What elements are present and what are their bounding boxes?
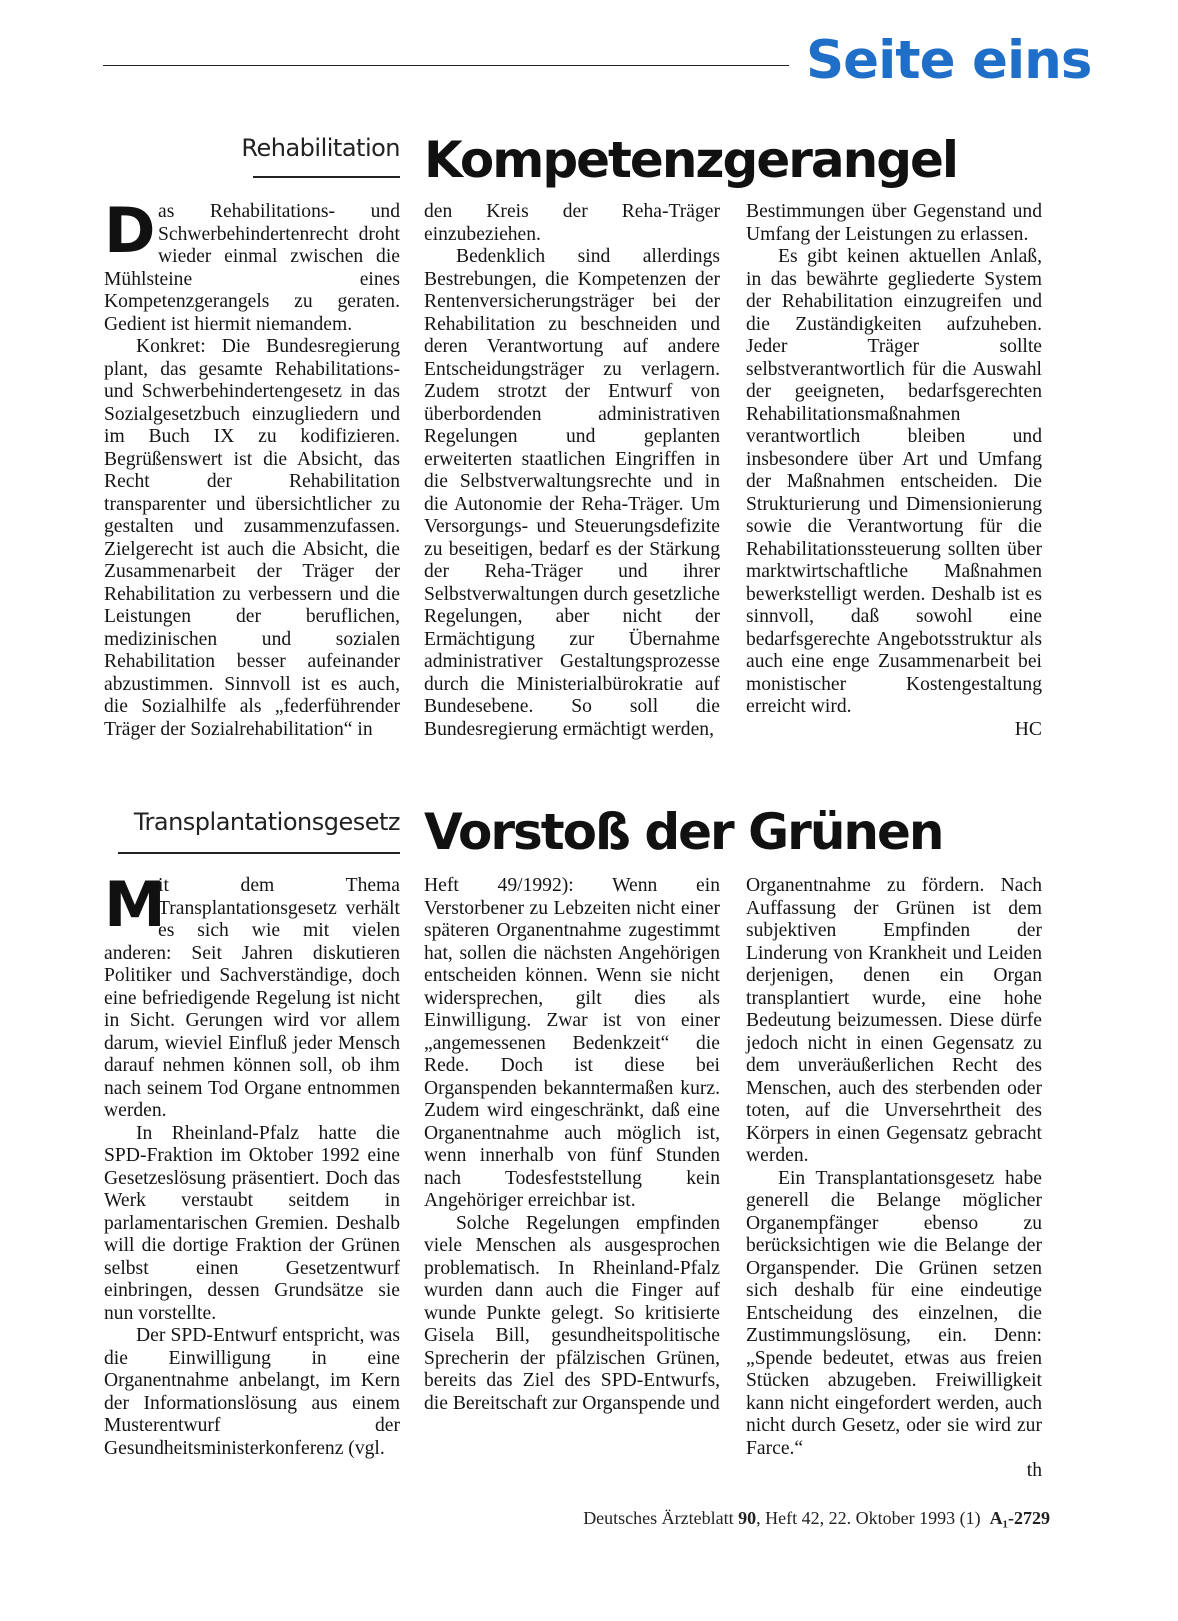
kicker-underline (118, 852, 400, 854)
article-column-2 (424, 875, 720, 1415)
article-headline: Kompetenzgerangel (424, 131, 958, 189)
header-rule (103, 65, 789, 66)
paragraph: Konkret: Die Bundesregierung plant, das gesamte Rehabilitations- und Schwerbehindertengesetz in das Sozialgesetzbuch einzugliedern und im Buch IX zu kodifizieren. Begrüßenswert ist die Absicht, das Recht der Rehabilitation transparenter und übersichtlicher zu gestalten und zusammenzufassen. Zielgerecht ist auch die Absicht, die Zusammenarbeit der Träger der Rehabilitation zu verbessern und die Leistungen der beruflichen, medizinischen und sozialen Rehabilitation besser aufeinander abzustimmen. Sinnvoll ist es auch, die Sozialhilfe als „federführender Träger der Sozialrehabilitation“ in (104, 336, 400, 740)
page-number: A₁-2729 (989, 1508, 1050, 1528)
article-column-1 (104, 194, 400, 741)
issue-date: , Heft 42, 22. Oktober 1993 (1) (756, 1508, 981, 1528)
drop-cap: D (104, 194, 156, 267)
paragraph: Ein Transplantationsgesetz habe generell die Belange möglicher Organempfänger ebenso zu berücksichtigen wie die Belange der Organspender. Die Grünen setzen sich deshalb für eine eindeutige Entscheidung des einzelnen, die Zustimmungslösung, ein. Denn: „Spende bedeutet, etwas aus freien Stücken abzugeben. Freiwilligkeit kann nicht eingefordert werden, auch nicht durch Gesetz, oder sie wird zur Farce.“ (746, 1167, 1042, 1459)
paragraph: Heft 49/1992): Wenn ein Verstorbener zu Lebzeiten nicht einer späteren Organentnahme zugestimmt hat, sollen die nächsten Angehörigen entscheiden können. Wenn sie nicht widersprechen, gilt dies als Einwilligung. Zwar ist von einer „angemessenen Bedenkzeit“ die Rede. Doch ist diese bei Organspenden bekanntermaßen kurz. Zudem wird eingeschränkt, daß eine Organentnahme auch möglich ist, wenn innerhalb von fünf Stunden nach Todesfeststellung kein Angehöriger erreichbar ist. (424, 875, 720, 1211)
author-signature: HC (1014, 718, 1042, 740)
article-column-3 (746, 875, 1042, 1483)
author-signature: th (1026, 1460, 1042, 1481)
article-headline: Vorstoß der Grünen (424, 803, 943, 861)
drop-cap: M (104, 868, 166, 941)
article-kicker: Transplantationsgesetz (133, 808, 400, 836)
article-column-1 (104, 868, 400, 1460)
paragraph: Bedenklich sind allerdings Bestrebungen, die Kompetenzen der Rentenversicherungsträger bei der Rehabilitation zu beschneiden und deren Verantwortung auf andere Entscheidungsträger zu verlagern. Zudem strotzt der Entwurf von überbordenden administrativen Regelungen und geplanten erweiterten staatlichen Eingriffen in die Selbstverwaltungsrechte und in die Autonomie der Reha-Träger. Um Versorgungs- und Steuerungsdefizite zu beseitigen, bedarf es der Stärkung der Reha-Träger und ihrer Selbstverwaltungen durch gesetzliche Regelungen, aber nicht der Ermächtigung zur Übernahme administrativer Gestaltungsprozesse durch die Ministerialbürokratie auf Bundesebene. So soll die Bundesregierung ermächtigt werden, (424, 246, 720, 740)
journal-name: Deutsches Ärzteblatt (583, 1508, 734, 1528)
paragraph: Bestimmungen über Gegenstand und Umfang der Leistungen zu erlassen. (746, 201, 1042, 245)
section-title: Seite eins (806, 30, 1092, 91)
paragraph: In Rheinland-Pfalz hatte die SPD-Fraktion im Oktober 1992 eine Gesetzeslösung präsentiert. Doch das Werk verstaubt seitdem in parlamentarischen Gremien. Deshalb will die dortige Fraktion der Grünen selbst einen Gesetzentwurf einbringen, dessen Grundsätze sie nun vorstellte. (104, 1122, 400, 1324)
page-footer (470, 1508, 1050, 1529)
paragraph: den Kreis der Reha-Träger einzubeziehen. (424, 201, 720, 245)
paragraph: Es gibt keinen aktuellen Anlaß, in das bewährte gegliederte System der Rehabilitation einzugreifen und die Zuständigkeiten aufzuheben. Jeder Träger sollte selbstverantwortlich für die Auswahl der geeigneten, bedarfsgerechten Rehabilitationsmaßnahmen verantwortlich bleiben und insbesondere über Art und Umfang der Maßnahmen entscheiden. Die Strukturierung und Dimensionierung sowie die Verantwortung für die Rehabilitationssteuerung sollten über marktwirtschaftliche Maßnahmen bewerkstelligt werden. Deshalb ist es sinnvoll, daß sowohl eine bedarfsgerechte Angebotsstruktur als auch eine enge Zusammenarbeit bei monistischer Kostengestaltung erreicht wird. (746, 246, 1042, 717)
paragraph: as Rehabilitations- und Schwerbehindertenrecht droht wieder einmal zwischen die Mühlsteine eines Kompetenzgerangels zu geraten. Gedient ist hiermit niemandem. (104, 201, 400, 335)
article-column-2 (424, 201, 720, 741)
volume-number: 90 (738, 1508, 757, 1528)
kicker-underline (253, 176, 400, 178)
paragraph: Organentnahme zu fördern. Nach Auffassung der Grünen ist dem subjektiven Empfinden der Linderung von Krankheit und Leiden derjenigen, denen ein Organ transplantiert wurde, eine hohe Bedeutung beizumessen. Diese dürfe jedoch nicht in einen Gegensatz zu dem unveräußerlichen Recht des Menschen, auch des sterbenden oder toten, auf die Unversehrtheit des Körpers in einen Gegensatz gebracht werden. (746, 875, 1042, 1166)
paragraph: Solche Regelungen empfinden viele Menschen als ausgesprochen problematisch. In Rheinland-Pfalz wurden dann auch die Finger auf wunde Punkte gelegt. So kritisierte Gisela Bill, gesundheitspolitische Sprecherin der pfälzischen Grünen, bereits das Ziel des SPD-Entwurfs, die Bereitschaft zur Organspende und (424, 1212, 720, 1414)
paragraph: Der SPD-Entwurf entspricht, was die Einwilligung in eine Organentnahme anbelangt, im Kern der Informationslösung aus einem Musterentwurf der Gesundheitsministerkonferenz (vgl. (104, 1325, 400, 1459)
paragraph: it dem Thema Transplantationsgesetz verhält es sich wie mit vielen anderen: Seit Jahren diskutieren Politiker und Sachverständige, doch eine befriedigende Regelung ist nicht in Sicht. Gerungen wird vor allem darum, wieviel Einfluß jeder Mensch darauf nehmen können soll, ob ihm nach seinem Tod Organe entnommen werden. (104, 875, 400, 1121)
article-column-3 (746, 201, 1042, 741)
article-kicker: Rehabilitation (241, 134, 400, 162)
